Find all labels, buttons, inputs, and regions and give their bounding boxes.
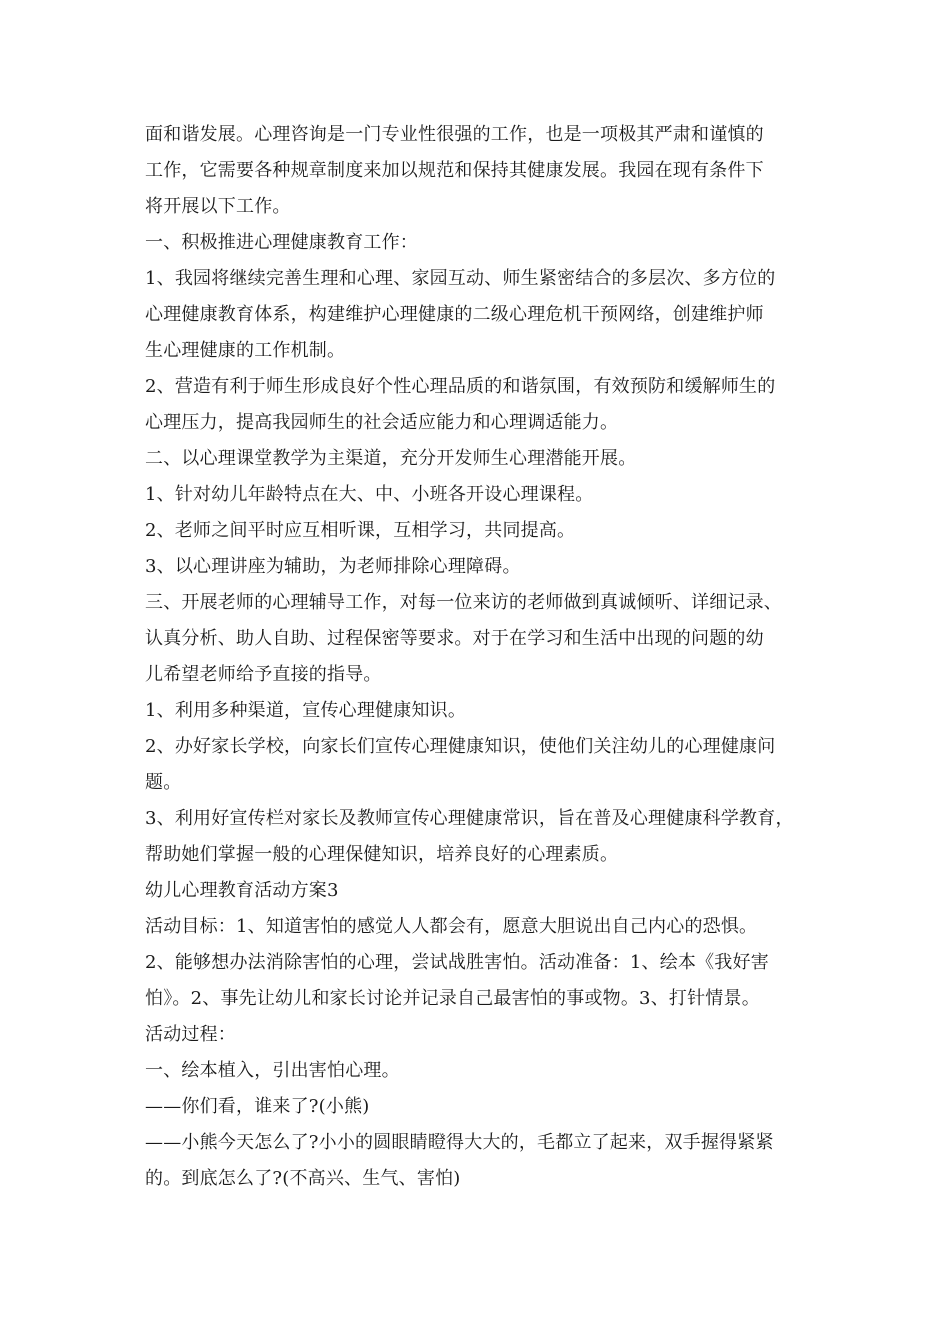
section-heading: 三、开展老师的心理辅导工作，对每一位来访的老师做到真诚倾听、详细记录、 [145, 592, 782, 613]
text-line: 3、以心理讲座为辅助，为老师排除心理障碍。 [145, 556, 521, 577]
section-heading: 一、积极推进心理健康教育工作： [145, 232, 418, 253]
text-line: 3、利用好宣传栏对家长及教师宣传心理健康常识，旨在普及心理健康科学教育， [145, 808, 794, 829]
text-line: 2、老师之间平时应互相听课，互相学习，共同提高。 [145, 520, 576, 541]
text-line: 活动目标：1、知道害怕的感觉人人都会有，愿意大胆说出自己内心的恐惧。 [145, 916, 758, 937]
text-line: 帮助她们掌握一般的心理保健知识，培养良好的心理素质。 [145, 844, 619, 865]
text-line: 心理健康教育体系，构建维护心理健康的二级心理危机干预网络，创建维护师 [145, 304, 764, 325]
text-line: 1、我园将继续完善生理和心理、家园互动、师生紧密结合的多层次、多方位的 [145, 268, 776, 289]
text-line: 面和谐发展。心理咨询是一门专业性很强的工作，也是一项极其严肃和谨慎的 [145, 124, 764, 145]
text-line: 2、办好家长学校，向家长们宣传心理健康知识，使他们关注幼儿的心理健康问 [145, 736, 776, 757]
text-line: 一、绘本植入，引出害怕心理。 [145, 1060, 400, 1081]
activity-title: 幼儿心理教育活动方案3 [145, 880, 339, 901]
text-line: 2、营造有利于师生形成良好个性心理品质的和谐氛围，有效预防和缓解师生的 [145, 376, 776, 397]
text-line: 2、能够想办法消除害怕的心理，尝试战胜害怕。活动准备：1、绘本《我好害 [145, 952, 769, 973]
text-line: 的。到底怎么了?(不高兴、生气、害怕) [145, 1168, 461, 1189]
text-line: 将开展以下工作。 [145, 196, 291, 217]
text-line: ——小熊今天怎么了?小小的圆眼睛瞪得大大的，毛都立了起来，双手握得紧紧 [145, 1132, 774, 1153]
text-line: 心理压力，提高我园师生的社会适应能力和心理调适能力。 [145, 412, 619, 433]
text-line: 题。 [145, 772, 182, 793]
text-line: 认真分析、助人自助、过程保密等要求。对于在学习和生活中出现的问题的幼 [145, 628, 764, 649]
text-line: ——你们看，谁来了?(小熊) [145, 1096, 370, 1117]
text-line: 1、针对幼儿年龄特点在大、中、小班各开设心理课程。 [145, 484, 594, 505]
text-line: 1、利用多种渠道，宣传心理健康知识。 [145, 700, 467, 721]
text-line: 工作，它需要各种规章制度来加以规范和保持其健康发展。我园在现有条件下 [145, 160, 764, 181]
text-line: 怕》。2、事先让幼儿和家长讨论并记录自己最害怕的事或物。3、打针情景。 [145, 988, 760, 1009]
section-heading: 二、以心理课堂教学为主渠道，充分开发师生心理潜能开展。 [145, 448, 637, 469]
text-line: 活动过程： [145, 1024, 236, 1045]
text-line: 儿希望老师给予直接的指导。 [145, 664, 382, 685]
text-line: 生心理健康的工作机制。 [145, 340, 346, 361]
